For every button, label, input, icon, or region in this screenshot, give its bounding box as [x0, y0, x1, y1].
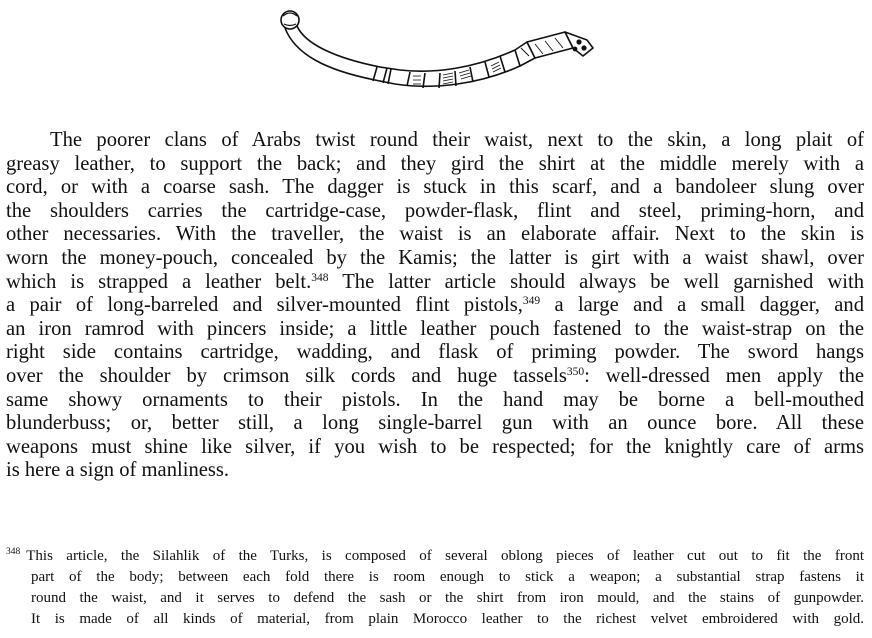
- footnote-348: [6, 546, 864, 630]
- text-line: same showy ornaments to their pistols. In the hand may be borne a bell-mouthed: [6, 388, 864, 411]
- footnote-line: round the waist, and it serves to defend the sash or the shirt from iron mould, and the stains of gunpowder.: [31, 590, 864, 606]
- text-segment: This article, the Silahlik of the Turks, is composed of several oblong pieces of leather cut out to fit the front: [26, 548, 864, 564]
- text-line: greasy leather, to support the back; and they gird the shirt at the middle merely with a: [6, 152, 864, 175]
- text-line: The poorer clans of Arabs twist round their waist, next to the skin, a long plait of: [50, 129, 864, 151]
- footnote-ref-349[interactable]: 349: [522, 295, 541, 308]
- text-line: [6, 271, 864, 295]
- text-segment: which is strapped a leather belt.: [6, 270, 312, 293]
- text-line: [6, 294, 864, 318]
- text-line: blunderbuss; or, better still, a long single-barrel gun with an ounce bore. All these: [6, 412, 864, 435]
- text-line: other necessaries. With the traveller, the waist is an elaborate affair. Next to the skin is: [6, 223, 864, 246]
- dagger-illustration: [265, 4, 605, 122]
- text-segment: a pair of long-barreled and silver-mounted flint pistols,: [6, 294, 523, 317]
- text-line: an iron ramrod with pincers inside; a little leather pouch fastened to the waist-strap on the: [6, 317, 864, 340]
- text-segment: over the shoulder by crimson silk cords and huge tassels: [6, 364, 567, 387]
- text-line: cord, or with a coarse sash. The dagger is stuck in this scarf, and a bandoleer slung over: [6, 176, 864, 199]
- text-segment: The latter article should always be well garnished with: [328, 270, 865, 293]
- footnote-line: part of the body; between each fold there is room enough to stick a weapon; a substantial strap fastens it: [31, 569, 864, 585]
- footnote-number: 348: [6, 547, 21, 557]
- footnote-ref-350[interactable]: 350: [566, 365, 585, 378]
- text-segment: : well-dressed men apply the: [584, 364, 865, 387]
- text-segment: a large and a small dagger, and: [540, 294, 865, 317]
- text-line: right side contains cartridge, wadding, and flask of priming powder. The sword hangs: [6, 341, 864, 364]
- text-line: is here a sign of manliness.: [6, 459, 230, 482]
- footnote-line: [6, 546, 864, 567]
- text-line: [6, 365, 864, 389]
- footnote-ref-348[interactable]: 348: [311, 271, 329, 284]
- body-text: [6, 129, 864, 483]
- text-line: worn the money-pouch, concealed by the Kamis; the latter is girt with a waist shawl, over: [6, 246, 864, 269]
- footnote-line: It is made of all kinds of material, from plain Morocco leather to the richest velvet embroidered with gold.: [31, 611, 864, 627]
- text-line: weapons must shine like silver, if you wish to be respected; for the knightly care of arms: [6, 435, 864, 458]
- text-line: the shoulders carries the cartridge-case, powder-flask, flint and steel, priming-horn, and: [6, 199, 864, 222]
